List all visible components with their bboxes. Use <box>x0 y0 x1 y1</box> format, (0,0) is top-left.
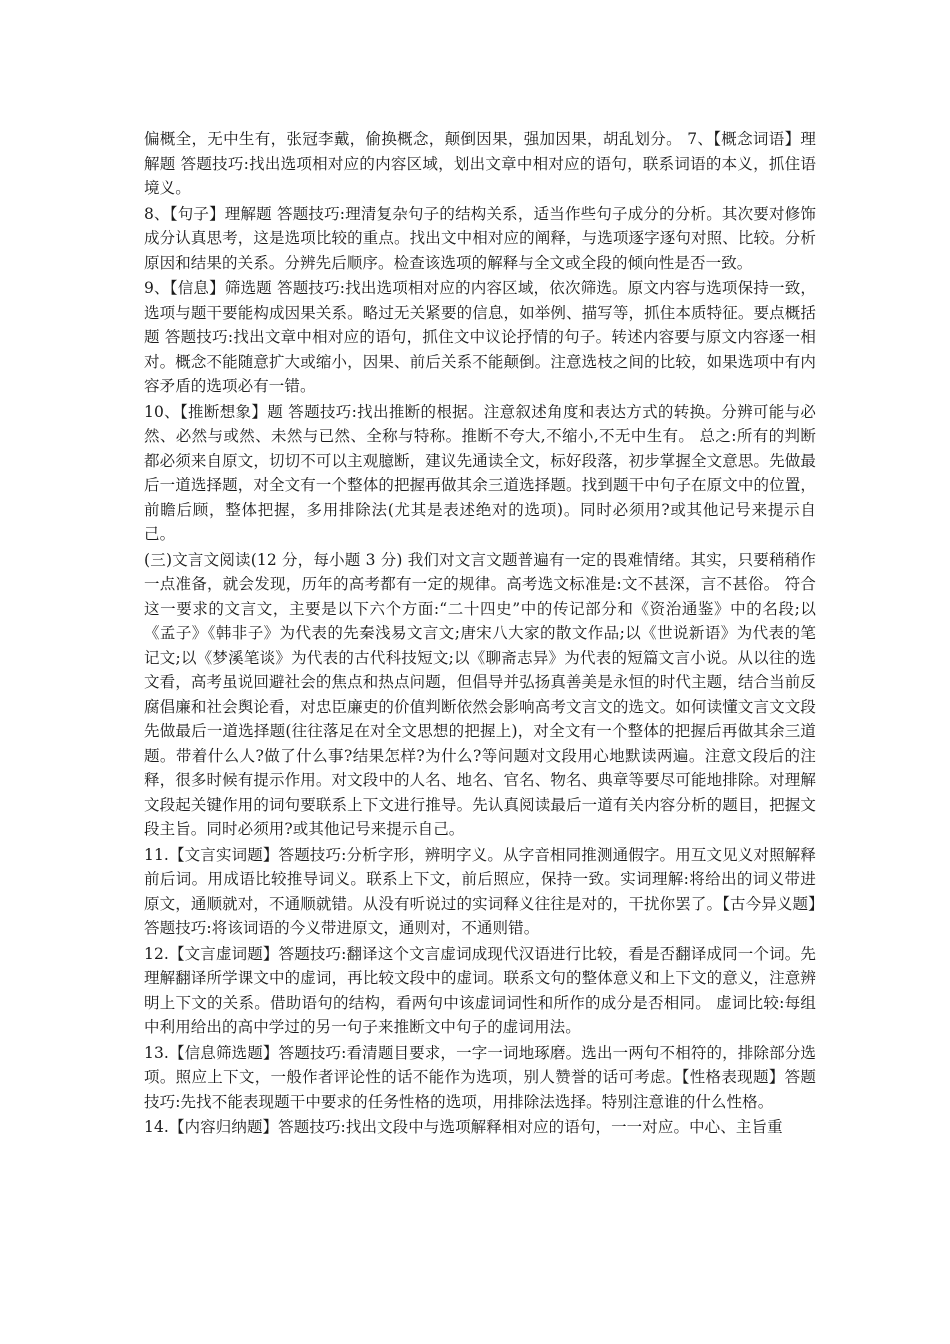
paragraph-classical-function-words: 12.【文言虚词题】答题技巧:翻译这个文言虚词成现代汉语进行比较，看是否翻译成同一个词。先理解翻译所学课文中的虚词，再比较文段中的虚词。联系文句的整体意义和上下文的意义，注意辨明上下文的关系。借助语句的结构，看两句中该虚词词性和所作的成分是否相同。 虚词比较:每组中利用给出的高中学过的另一句子来推断文中句子的虚词用法。 <box>144 944 816 1036</box>
paragraph-content-summary: 14.【内容归纳题】答题技巧:找出文段中与选项解释相对应的语句，一一对应。中心、主旨重 <box>144 1118 783 1136</box>
paragraph-concept-words: 偏概全，无中生有，张冠李戴，偷换概念，颠倒因果，强加因果，胡乱划分。 7、【概念词语】理解题 答题技巧:找出选项相对应的内容区域，划出文章中相对应的语句，联系词语的本义，抓住语境义。 <box>144 130 816 197</box>
paragraph-classical-content-words: 11.【文言实词题】答题技巧:分析字形，辨明字义。从字音相同推测通假字。用互文见义对照解释前后词。用成语比较推导词义。联系上下文，前后照应，保持一致。实词理解:将给出的词义带进原文，通顺就对，不通顺就错。从没有听说过的实词释义往往是对的，干扰你罢了。【古今异义题】答题技巧:将该词语的今义带进原文，通则对，不通则错。 <box>144 845 816 937</box>
document-body <box>144 127 816 1141</box>
paragraph-information-selection: 13.【信息筛选题】答题技巧:看清题目要求，一字一词地琢磨。选出一两句不相符的，排除部分选项。照应上下文，一般作者评论性的话不能作为选项，别人赞誉的话可考虑。【性格表现题】答题技巧:先找不能表现题干中要求的任务性格的选项，用排除法选择。特别注意谁的什么性格。 <box>144 1043 816 1111</box>
paragraph-information-screening: 9、【信息】筛选题 答题技巧:找出选项相对应的内容区域，依次筛选。原文内容与选项保持一致，选项与题干要能构成因果关系。略过无关紧要的信息，如举例、描写等，抓住本质特征。要点概括题 答题技巧:找出文章中相对应的语句，抓住文中议论抒情的句子。转述内容要与原文内容逐一相对。概念不能随意扩大或缩小，因果、前后关系不能颠倒。注意选枝之间的比较，如果选项中有内容矛盾的选项必有一错。 <box>144 279 816 395</box>
paragraph-classical-chinese-reading: (三)文言文阅读(12 分，每小题 3 分) 我们对文言文题普遍有一定的畏难情绪。其实，只要稍稍作一点准备，就会发现，历年的高考都有一定的规律。高考选文标准是:文不甚深，言不甚俗。 符合这一要求的文言文，主要是以下六个方面:“二十四史”中的传记部分和《资治通鉴》中的名段;以《孟子》《韩非子》为代表的先秦浅易文言文;唐宋八大家的散文作品;以《世说新语》为代表的笔记文;以《梦溪笔谈》为代表的古代科技短文;以《聊斋志异》为代表的短篇文言小说。从以往的选文看，高考虽说回避社会的焦点和热点问题，但倡导并弘扬真善美是永恒的时代主题，结合当前反腐倡廉和社会舆论看，对忠臣廉吏的价值判断依然会影响高考文言文的选文。如何读懂文言文文段 先做最后一道选择题(往往落足在对全文思想的把握上)，对全文有一个整体的把握后再做其余三道题。带着什么人?做了什么事?结果怎样?为什么?等问题对文段用心地默读两遍。注意文段后的注释，很多时候有提示作用。对文段中的人名、地名、官名、物名、典章等要尽可能地排除。对理解文段起关键作用的词句要联系上下文进行推导。先认真阅读最后一道有关内容分析的题目，把握文段主旨。同时必须用?或其他记号来提示自己。 <box>144 550 816 838</box>
paragraph-sentence-comprehension: 8、【句子】理解题 答题技巧:理清复杂句子的结构关系，适当作些句子成分的分析。其次要对修饰成分认真思考，这是选项比较的重点。找出文中相对应的阐释，与选项逐字逐句对照、比较。分析原因和结果的关系。分辨先后顺序。检查该选项的解释与全文或全段的倾向性是否一致。 <box>144 204 816 272</box>
paragraph-inference-imagination: 10、【推断想象】题 答题技巧:找出推断的根据。注意叙述角度和表达方式的转换。分辨可能与必然、必然与或然、未然与已然、全称与特称。推断不夸大,不缩小,不无中生有。 总之:所有的判断都必须来自原文，切切不可以主观臆断，建议先通读全文，标好段落，初步掌握全文意思。先做最后一道选择题，对全文有一个整体的把握再做其余三道选择题。找到题干中句子在原文中的位置，前瞻后顾，整体把握，多用排除法(尤其是表述绝对的选项)。同时必须用?或其他记号来提示自己。 <box>144 402 816 543</box>
